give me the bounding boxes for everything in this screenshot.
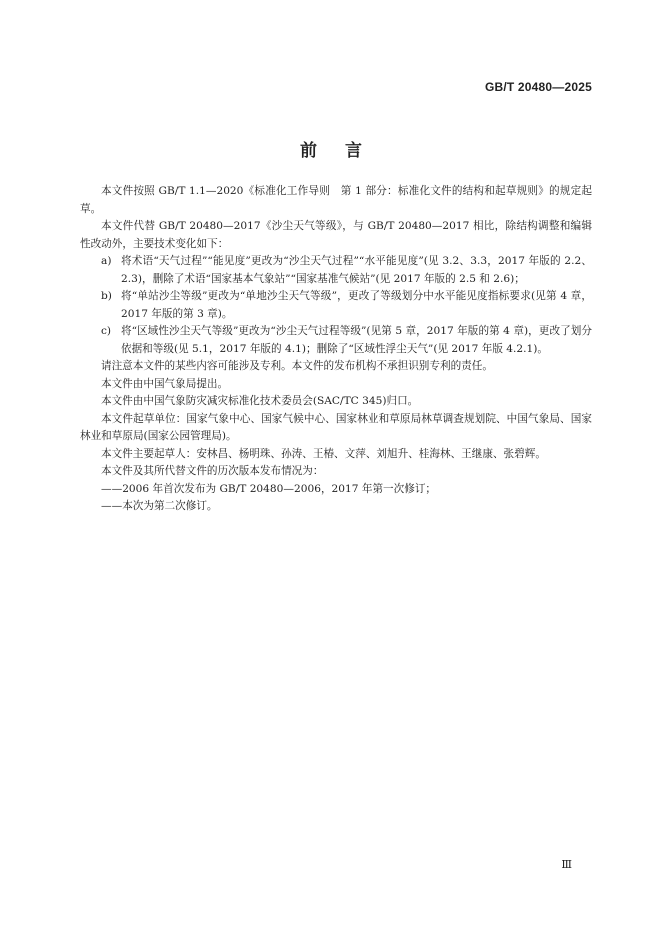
page-number: Ⅲ [561,858,572,871]
paragraph-drafting-units: 本文件起草单位：国家气象中心、国家气候中心、国家林业和草原局林草调查规划院、中国气象局、国家林业和草原局(国家公园管理局)。 [80,412,592,442]
change-item [80,253,592,288]
paragraph-proposer: 本文件由中国气象局提出。 [101,377,229,390]
change-item-marker: c) [101,325,112,337]
foreword-body [80,183,592,516]
change-item [80,288,592,323]
change-item-text: 将术语“天气过程”“能见度”更改为“沙尘天气过程”“水平能见度”(见 3.2、3.3，2017 年版的 2.2、2.3)，删除了术语“国家基本气象站”“国家基准气候站”(见 2017 年版的 2.5 和 2.6)； [121,255,592,285]
history-item: ——本次为第二次修订。 [101,500,218,512]
paragraph-committee: 本文件由中国气象防灾减灾标准化技术委员会(SAC/TC 345)归口。 [101,395,419,407]
page-title: 前言 [300,141,390,161]
paragraph-drafting-rules: 本文件按照 GB/T 1.1—2020《标准化工作导则 第 1 部分：标准化文件的结构和起草规则》的规定起草。 [80,185,592,215]
paragraph-history-intro: 本文件及其所代替文件的历次版本发布情况为： [101,465,324,477]
paragraph-replacement: 本文件代替 GB/T 20480—2017《沙尘天气等级》，与 GB/T 20480—2017 相比，除结构调整和编辑性改动外，主要技术变化如下： [80,220,592,250]
history-item: ——2006 年首次发布为 GB/T 20480—2006，2017 年第一次修订； [101,482,437,495]
change-item-text: 将“区域性沙尘天气等级”更改为“沙尘天气过程等级”(见第 5 章，2017 年版的第 4 章)，更改了划分依据和等级(见 5.1，2017 年版的 4.1)；删除了“区域性浮尘天气”(见 2017 年版 4.2.1)。 [121,325,592,355]
change-item-marker: a) [101,255,112,267]
paragraph-drafters: 本文件主要起草人：安林昌、杨明珠、孙涛、王椿、文萍、刘旭升、桂海林、王继康、张碧辉。 [101,447,546,460]
standard-number: GB/T 20480—2025 [484,80,592,94]
change-item [80,323,592,358]
change-item-marker: b) [101,290,112,302]
change-item-text: 将“单站沙尘等级”更改为“单地沙尘天气等级”，更改了等级划分中水平能见度指标要求(见第 4 章，2017 年版的第 3 章)。 [121,290,592,320]
paragraph-patent-notice: 请注意本文件的某些内容可能涉及专利。本文件的发布机构不承担识别专利的责任。 [101,360,493,372]
